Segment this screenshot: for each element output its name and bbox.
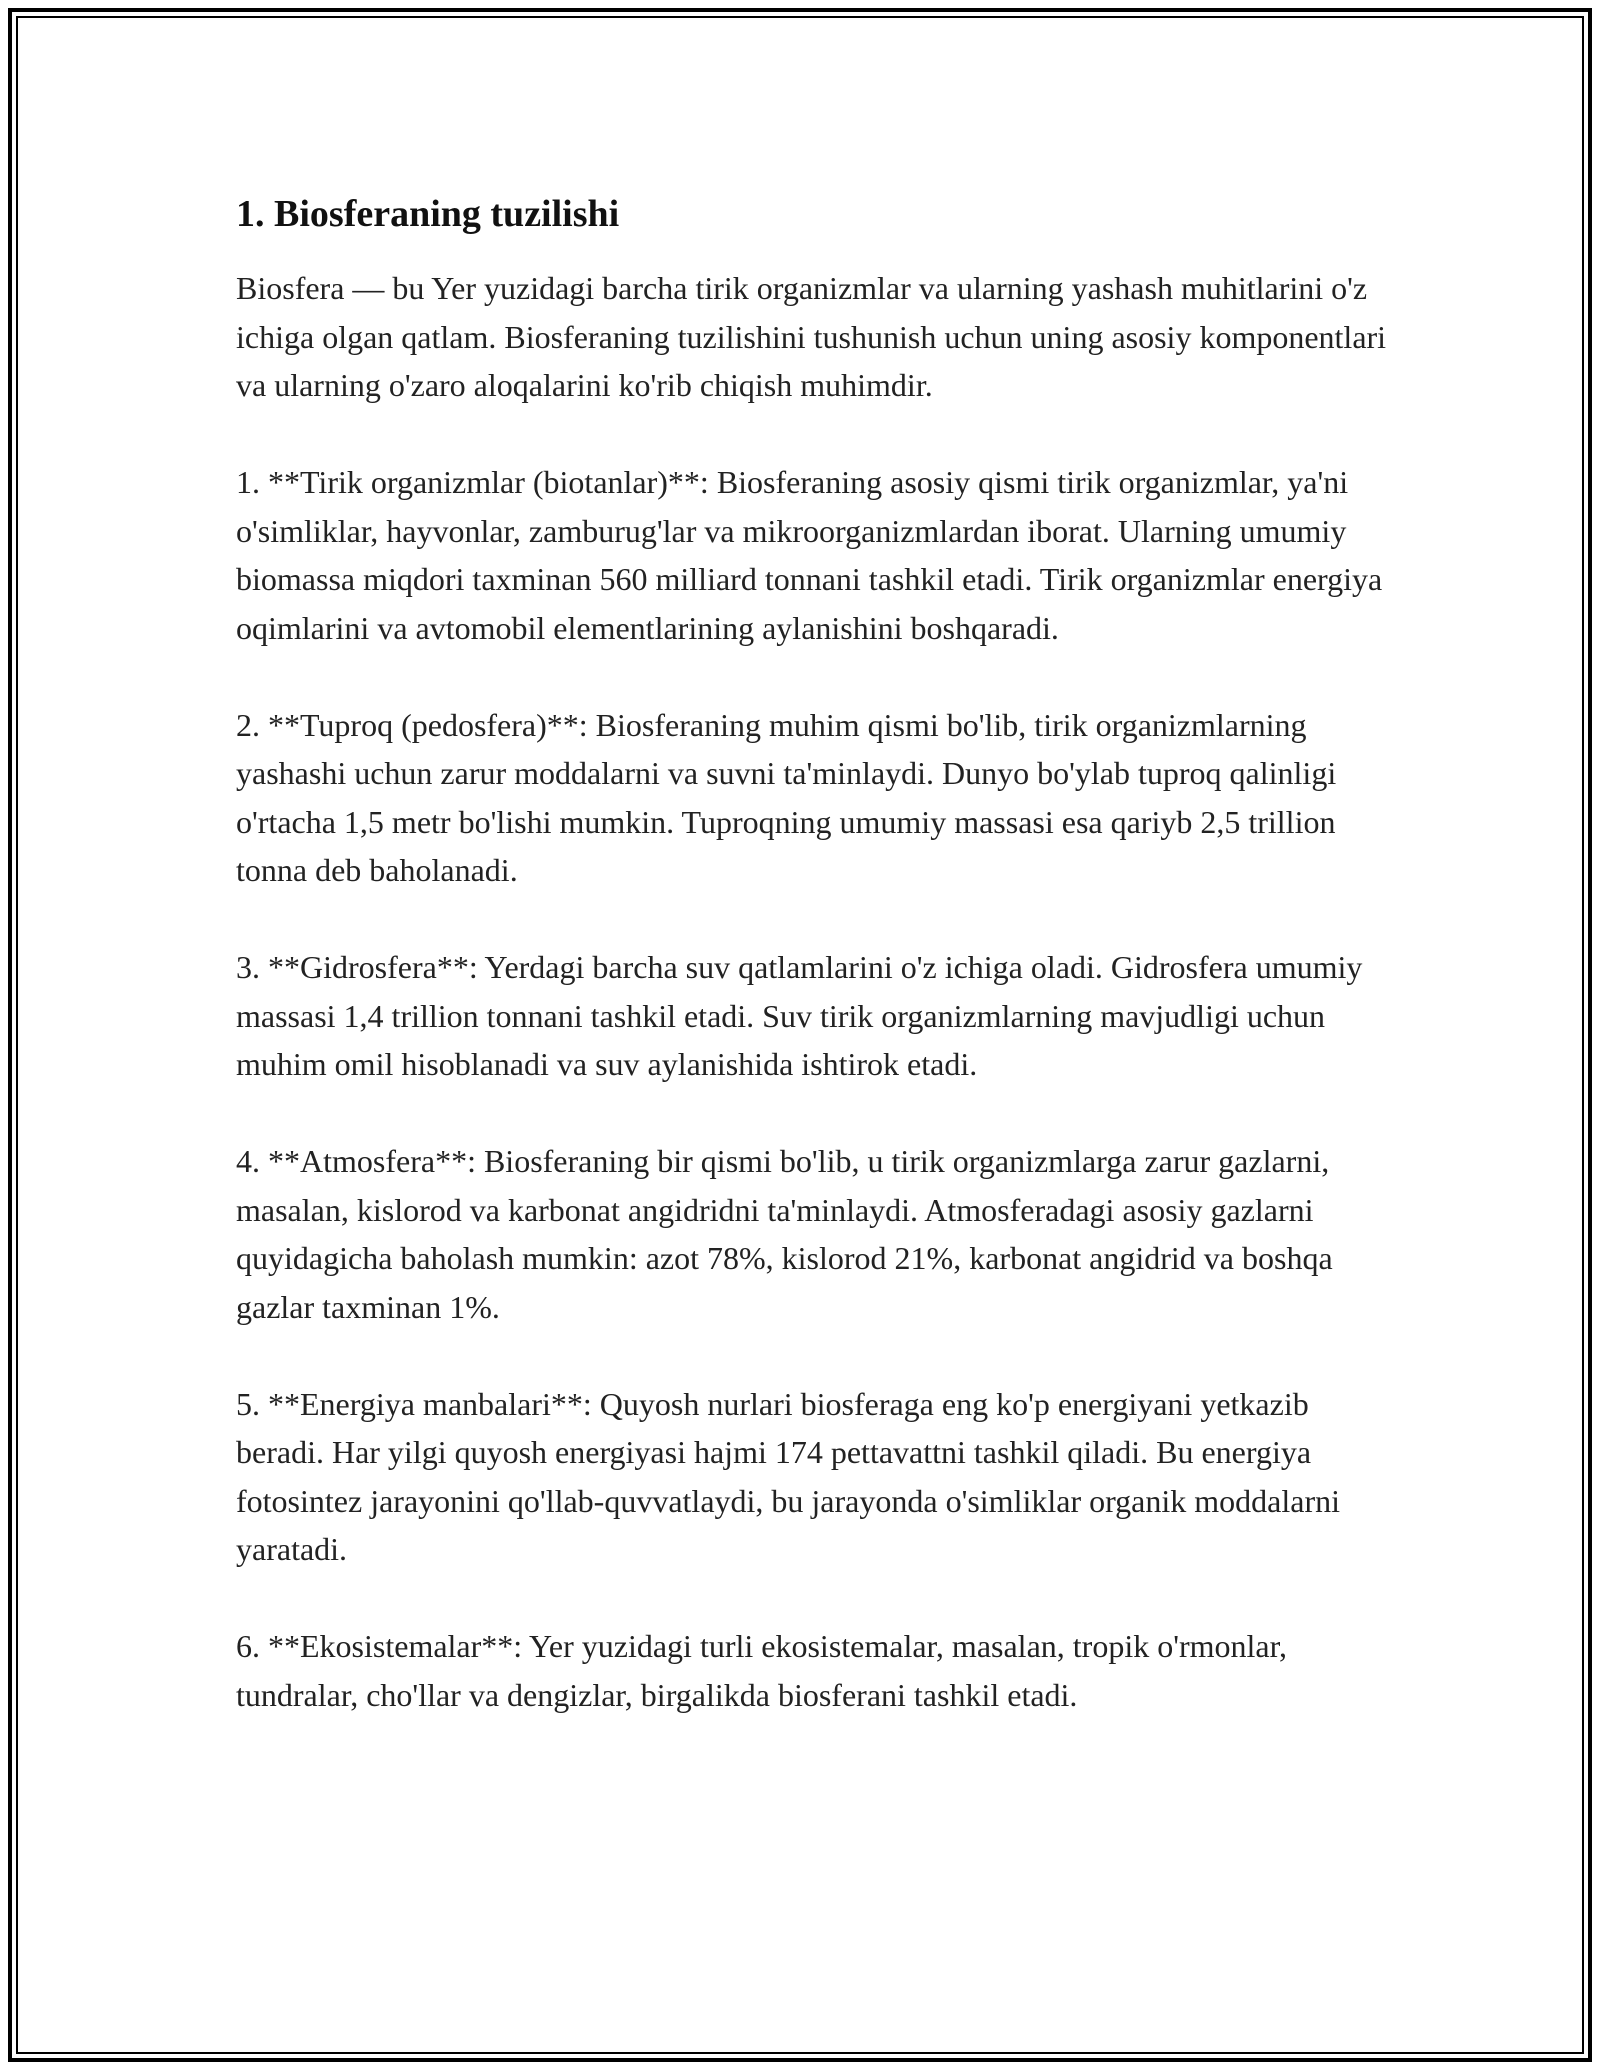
list-item-living-organisms: 1. **Tirik organizmlar (biotanlar)**: Biosferaning asosiy qismi tirik organizmlar, ya'ni o'simliklar, hayvonlar, zamburug'lar va mikroorganizmlardan iborat. Ularning umumiy biomassa miqdori taxminan 560 milliard tonnani tashkil etadi. Tirik organizmlar energiya oqimlarini va avtomobil elementlarining aylanishini boshqaradi. [236,464,1383,646]
list-item-atmosphere: 4. **Atmosfera**: Biosferaning bir qismi bo'lib, u tirik organizmlarga zarur gazlarni, masalan, kislorod va karbonat angidridni ta'minlaydi. Atmosferadagi asosiy gazlarni quyidagicha baholash mumkin: azot 78%, kislorod 21%, karbonat angidrid va boshqa gazlar taxminan 1%. [236,1143,1333,1325]
section-heading: 1. Biosferaning tuzilishi [236,193,620,235]
list-item-ecosystems: 6. **Ekosistemalar**: Yer yuzidagi turli ekosistemalar, masalan, tropik o'rmonlar, tundralar, cho'llar va dengizlar, birgalikda biosferani tashkil etadi. [236,1628,1287,1713]
list-item-hydrosphere: 3. **Gidrosfera**: Yerdagi barcha suv qatlamlarini o'z ichiga oladi. Gidrosfera umumiy massasi 1,4 trillion tonnani tashkil etadi. Suv tirik organizmlarning mavjudligi uchun muhim omil hisoblanadi va suv aylanishida ishtirok etadi. [236,949,1363,1082]
list-item-energy-sources: 5. **Energiya manbalari**: Quyosh nurlari biosferaga eng ko'p energiyani yetkazib beradi. Har yilgi quyosh energiyasi hajmi 174 pettavattni tashkil qiladi. Bu energiya fotosintez jarayonini qo'llab-quvvatlaydi, bu jarayonda o'simliklar organik moddalarni yaratadi. [236,1385,1340,1567]
list-item-soil: 2. **Tuproq (pedosfera)**: Biosferaning muhim qismi bo'lib, tirik organizmlarning yashashi uchun zarur moddalarni va suvni ta'minlaydi. Dunyo bo'ylab tuproq qalinligi o'rtacha 1,5 metr bo'lishi mumkin. Tuproqning umumiy massasi esa qariyb 2,5 trillion tonna deb baholanadi. [236,706,1337,888]
intro-paragraph: Biosfera — bu Yer yuzidagi barcha tirik organizmlar va ularning yashash muhitlarini o'z ichiga olgan qatlam. Biosferaning tuzilishini tushunish uchun uning asosiy komponentlari va ularning o'zaro aloqalarini ko'rib chiqish muhimdir. [236,270,1387,403]
document-body [236,188,1396,1719]
